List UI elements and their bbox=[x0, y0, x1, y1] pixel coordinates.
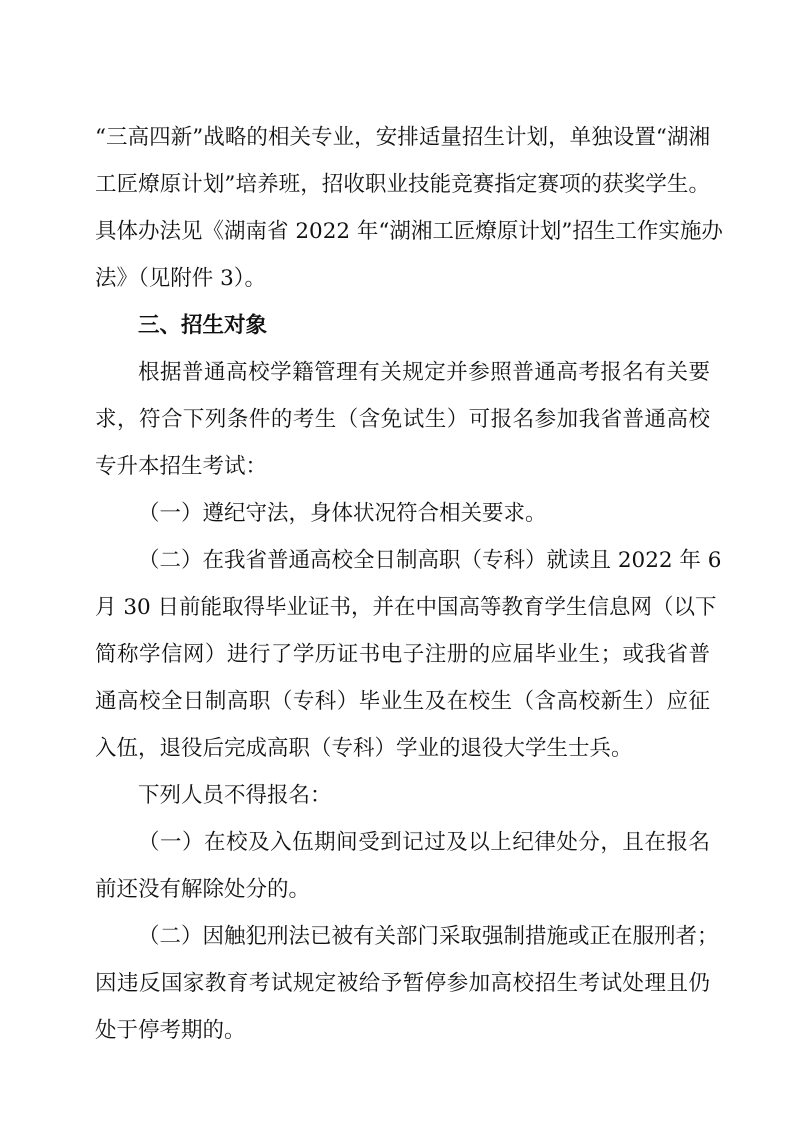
body-line: 处于停考期的。 bbox=[95, 1018, 246, 1043]
body-line: 法》（见附件 3）。 bbox=[95, 266, 267, 291]
body-line: “三高四新”战略的相关专业，安排适量招生计划，单独设置“湖湘 bbox=[95, 125, 710, 150]
body-line: 因违反国家教育考试规定被给予暂停参加高校招生考试处理且仍 bbox=[95, 971, 710, 996]
body-line: （一）在校及入伍期间受到记过及以上纪律处分，且在报名 bbox=[138, 830, 710, 855]
body-line: 求，符合下列条件的考生（含免试生）可报名参加我省普通高校 bbox=[95, 407, 710, 432]
body-line: 简称学信网）进行了学历证书电子注册的应届毕业生；或我省普 bbox=[95, 642, 710, 667]
body-line: 通高校全日制高职（专科）毕业生及在校生（含高校新生）应征 bbox=[95, 689, 710, 714]
body-line: 下列人员不得报名： bbox=[138, 783, 332, 808]
body-line: （二）因触犯刑法已被有关部门采取强制措施或正在服刑者； bbox=[138, 924, 719, 949]
body-line: 根据普通高校学籍管理有关规定并参照普通高考报名有关要 bbox=[138, 360, 710, 385]
body-line: 入伍，退役后完成高职（专科）学业的退役大学生士兵。 bbox=[95, 736, 633, 761]
body-line: 月 30 日前能取得毕业证书，并在中国高等教育学生信息网（以下 bbox=[95, 595, 717, 620]
body-line: 前还没有解除处分的。 bbox=[95, 877, 311, 902]
body-line: （二）在我省普通高校全日制高职（专科）就读且 2022 年 6 bbox=[138, 548, 722, 573]
body-line: （一）遵纪守法，身体状况符合相关要求。 bbox=[138, 501, 547, 526]
body-line: 具体办法见《湖南省 2022 年“湖湘工匠燎原计划”招生工作实施办 bbox=[95, 219, 723, 244]
section-heading-3: 三、招生对象 bbox=[138, 313, 268, 338]
body-line: 专升本招生考试： bbox=[95, 454, 268, 479]
body-line: 工匠燎原计划”培养班，招收职业技能竞赛指定赛项的获奖学生。 bbox=[95, 172, 710, 197]
